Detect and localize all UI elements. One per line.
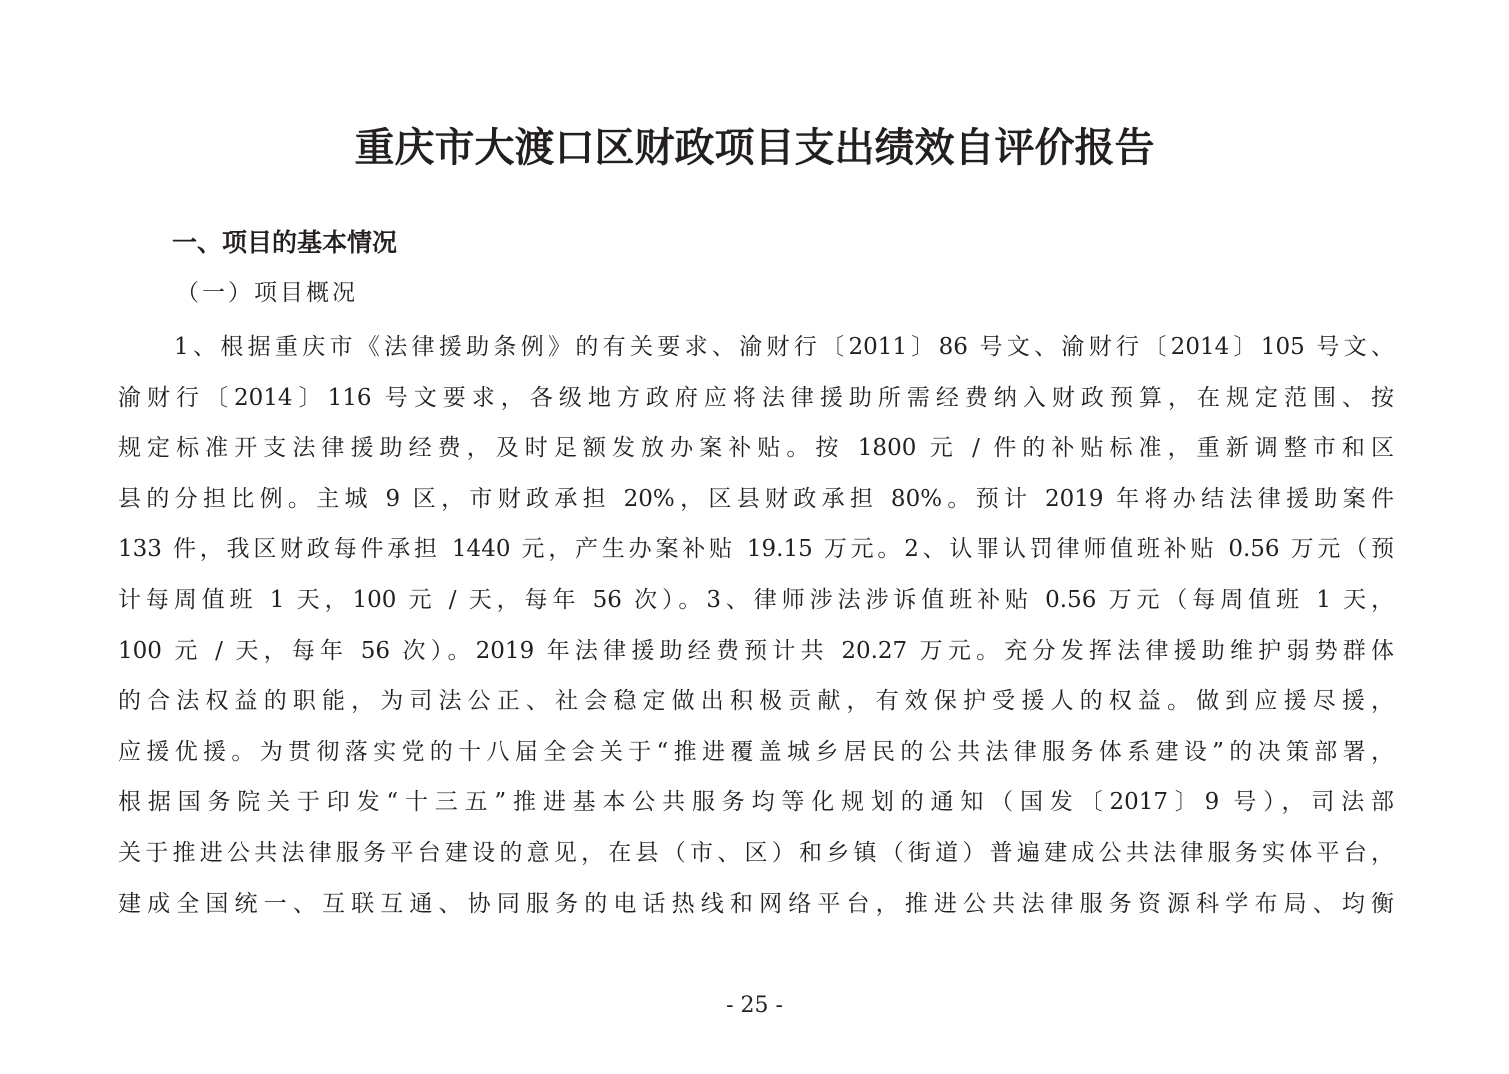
paragraph-line: 根据国务院关于印发“十三五”推进基本公共服务均等化规划的通知（国发〔2017〕9 号），司法部 — [118, 789, 1394, 816]
paragraph-line: 关于推进公共法律服务平台建设的意见，在县（市、区）和乡镇（街道）普遍建成公共法律服务实体平台， — [118, 839, 1394, 866]
document-title: 重庆市大渡口区财政项目支出绩效自评价报告 — [354, 124, 1155, 171]
section-heading: 一、项目的基本情况 — [172, 228, 398, 257]
paragraph-line: 县的分担比例。主城 9 区，市财政承担 20%，区县财政承担 80%。预计 2019 年将办结法律援助案件 — [118, 485, 1394, 512]
paragraph-line: 建成全国统一、互联互通、协同服务的电话热线和网络平台，推进公共法律服务资源科学布局、均衡 — [118, 890, 1394, 917]
paragraph-line: 渝财行〔2014〕116 号文要求，各级地方政府应将法律援助所需经费纳入财政预算，在规定范围、按 — [118, 384, 1394, 411]
paragraph-line: 的合法权益的职能，为司法公正、社会稳定做出积极贡献，有效保护受援人的权益。做到应援尽援， — [118, 688, 1394, 715]
body-paragraph — [118, 322, 1394, 929]
paragraph-line: 133 件，我区财政每件承担 1440 元，产生办案补贴 19.15 万元。2、认罪认罚律师值班补贴 0.56 万元（预 — [118, 536, 1394, 563]
paragraph-line: 应援优援。为贯彻落实党的十八届全会关于“推进覆盖城乡居民的公共法律服务体系建设”的决策部署， — [118, 738, 1394, 765]
paragraph-line: 1、根据重庆市《法律援助条例》的有关要求、渝财行〔2011〕86 号文、渝财行〔2014〕105 号文、 — [174, 334, 1394, 360]
page-number: - 25 - — [726, 993, 783, 1018]
paragraph-line: 规定标准开支法律援助经费，及时足额发放办案补贴。按 1800 元 / 件的补贴标准，重新调整市和区 — [118, 435, 1394, 462]
paragraph-line: 计每周值班 1 天，100 元 / 天，每年 56 次）。3、律师涉法涉诉值班补贴 0.56 万元（每周值班 1 天， — [118, 586, 1394, 613]
paragraph-line: 100 元 / 天，每年 56 次）。2019 年法律援助经费预计共 20.27 万元。充分发挥法律援助维护弱势群体 — [118, 637, 1394, 664]
subsection-heading: （一）项目概况 — [176, 280, 358, 306]
